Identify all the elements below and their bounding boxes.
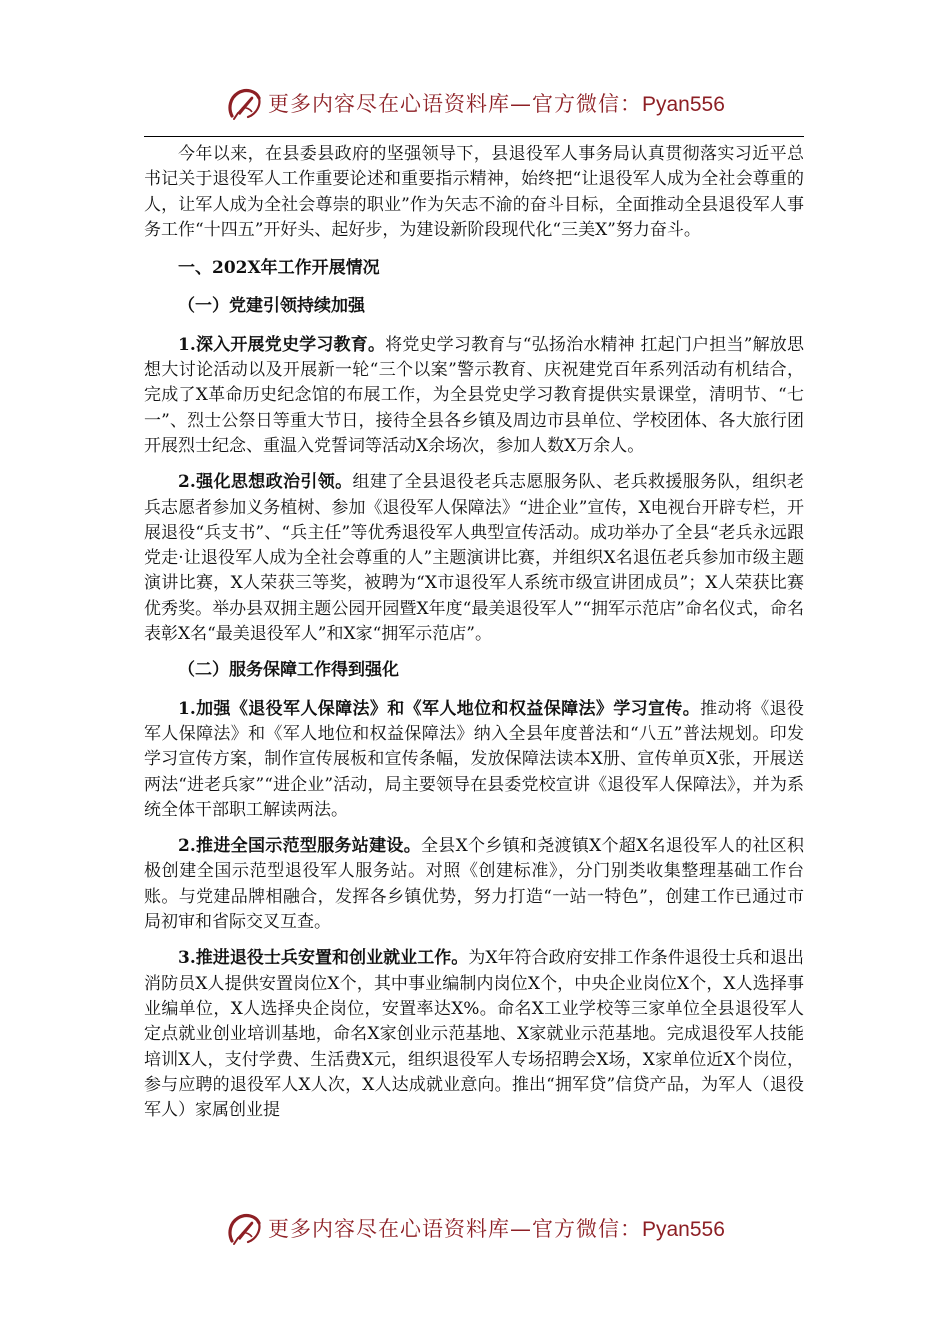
item-paragraph [144, 697, 804, 823]
banner-text: 更多内容尽在心语资料库—官方微信：Pyan556 [268, 1217, 725, 1241]
quill-circle-logo-icon [224, 1211, 264, 1249]
item-body: 将党史学习教育与“弘扬治水精神 扛起门户担当”解放思想大讨论活动以及开展新一轮“三个以案”警示教育、庆祝建党百年系列活动有机结合，完成了X革命历史纪念馆的布展工作，为全县党史学习教育提供实景课堂，清明节、“七一”、烈士公祭日等重大节日，接待全县各乡镇及周边市县单位、学校团体、各大旅行团开展烈士纪念、重温入党誓词等活动X余场次，参加人数X万余人。 [144, 334, 804, 456]
banner-text: 更多内容尽在心语资料库—官方微信：Pyan556 [268, 92, 725, 116]
item-body: 为X年符合政府安排工作条件退役士兵和退出消防员X人提供安置岗位X个，其中事业编制内岗位X个，中央企业岗位X个，X人选择事业编单位，X人选择央企岗位，安置率达X%。命名X工业学校等三家单位全县退役军人定点就业创业培训基地，命名X家创业示范基地、X家就业示范基地。完成退役军人技能培训X人，支付学费、生活费X元，组织退役军人专场招聘会X场，X家单位近X个岗位，参与应聘的退役军人X人次，X人达成就业意向。推出“拥军贷”信贷产品，为军人（退役军人）家属创业提 [144, 948, 805, 1121]
item-paragraph [144, 333, 804, 459]
document-body [144, 142, 804, 1134]
footer-banner [0, 1205, 950, 1255]
header-divider [144, 136, 804, 137]
quill-circle-logo-icon [224, 86, 264, 124]
item-body: 推动将《退役军人保障法》和《军人地位和权益保障法》纳入全县年度普法和“八五”普法规划。印发学习宣传方案，制作宣传展板和宣传条幅，发放保障法读本X册、宣传单页X张，开展送两法“进老兵家”“进企业”活动，局主要领导在县委党校宣讲《退役军人保障法》，并为系统全体干部职工解读两法。 [144, 698, 805, 820]
item-lead: 2.强化思想政治引领。 [178, 472, 353, 493]
subsection-heading-2: （二）服务保障工作得到强化 [178, 660, 399, 681]
item-lead: 2.推进全国示范型服务站建设。 [178, 836, 421, 857]
item-paragraph [144, 946, 804, 1123]
item-lead: 1.深入开展党史学习教育。 [178, 334, 386, 355]
header-banner [0, 80, 950, 130]
item-paragraph [144, 470, 804, 647]
item-paragraph [144, 834, 804, 935]
section-heading-1: 一、202X年工作开展情况 [178, 258, 380, 279]
item-body: 组建了全县退役老兵志愿服务队、老兵救援服务队，组织老兵志愿者参加义务植树、参加《退役军人保障法》“进企业”宣传，X电视台开辟专栏，开展退役“兵支书”、“兵主任”等优秀退役军人典型宣传活动。成功举办了全县“老兵永远跟党走·让退役军人成为全社会尊重的人”主题演讲比赛，并组织X名退伍老兵参加市级主题演讲比赛，X人荣获三等奖，被聘为“X市退役军人系统市级宣讲团成员”；X人荣获比赛优秀奖。举办县双拥主题公园开园暨X年度“最美退役军人”“拥军示范店”命名仪式，命名表彰X名“最美退役军人”和X家“拥军示范店”。 [144, 472, 805, 645]
subsection-heading-1: （一）党建引领持续加强 [178, 296, 365, 317]
item-lead: 3.推进退役士兵安置和创业就业工作。 [178, 948, 469, 969]
item-lead: 1.加强《退役军人保障法》和《军人地位和权益保障法》学习宣传。 [178, 698, 701, 719]
intro-paragraph: 今年以来，在县委县政府的坚强领导下，县退役军人事务局认真贯彻落实习近平总书记关于退役军人工作重要论述和重要指示精神，始终把“让退役军人成为全社会尊重的人，让军人成为全社会尊崇的职业”作为矢志不渝的奋斗目标，全面推动全县退役军人事务工作“十四五”开好头、起好步，为建设新阶段现代化“三美X”努力奋斗。 [144, 144, 804, 240]
item-body: 全县X个乡镇和尧渡镇X个超X名退役军人的社区积极创建全国示范型退役军人服务站。对照《创建标准》，分门别类收集整理基础工作台账。与党建品牌相融合，发挥各乡镇优势，努力打造“一站一特色”，创建工作已通过市局初审和省际交叉互查。 [144, 836, 804, 933]
